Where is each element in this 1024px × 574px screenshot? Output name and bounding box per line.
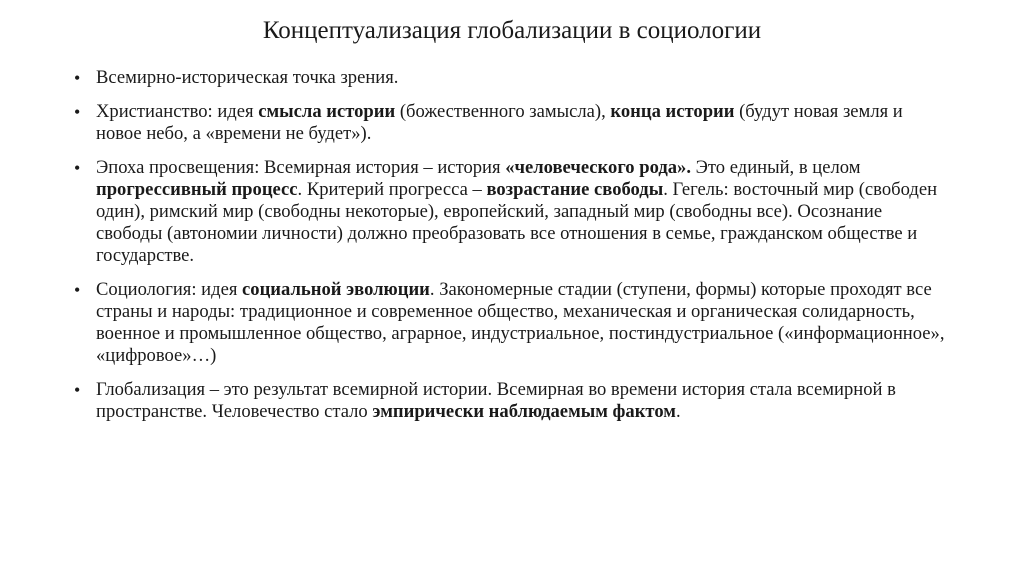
text-segment: Христианство: идея [96,101,259,122]
bold-segment: эмпирически наблюдаемым фактом [372,401,676,422]
text-segment: Всемирно-историческая точка зрения. [96,67,399,88]
bold-segment: социальной эволюции [242,279,430,300]
bullet-text [96,157,937,266]
text-segment: (божественного замысла), [395,101,611,122]
text-segment: . Закономерные стадии (ступени, формы) которые проходят все страны и народы: традиционное и современное общество, механическая и органическая солидарность, военное и промышленное общество, аграрное, индустриальное, постиндустриальное («информационное», «цифровое»…) [96,279,945,366]
text-segment: Глобализация – это результат всемирной истории. Всемирная во времени история стала всемирной в пространстве. Человечество стало [96,379,896,422]
bullet-text [96,101,903,144]
text-segment: Это единый, в целом [691,157,861,178]
bullet-dot: • [74,158,81,178]
bullet-dot: • [74,280,81,300]
bullet-dot: • [74,380,81,400]
text-segment: . [675,401,681,422]
bold-segment: «человеческого рода». [505,157,691,178]
bullet-item-sociology [72,279,952,367]
bullet-text [96,279,944,366]
bullet-list [72,67,952,435]
text-segment: (будут новая земля и новое небо, а «времени не будет»). [96,101,903,144]
text-segment: Эпоха просвещения: Всемирная история – история [96,157,506,178]
text-segment: . Критерий прогресса – [297,179,487,200]
bold-segment: возрастание свободы [486,179,664,200]
slide-title: Концептуализация глобализации в социологии [262,17,762,44]
bullet-item-enlightenment [72,157,952,267]
bullet-dot: • [74,68,81,88]
text-segment: . Гегель: восточный мир (свободен один), римский мир (свободны некоторые), европейский, западный мир (свободны все). Осознание свободы (автономии личности) должно преобразовать все отношения в семье, гражданском обществе и государстве. [96,179,938,266]
bold-segment: прогрессивный процесс [96,179,298,200]
bold-segment: смысла истории [258,101,396,122]
bullet-text [96,67,398,88]
bullet-dot: • [74,102,81,122]
bullet-item-worldhistory [72,67,952,89]
bold-segment: конца истории [610,101,735,122]
bullet-item-christianity [72,101,952,145]
bullet-item-globalization [72,379,952,423]
bullet-text [96,379,896,422]
text-segment: Социология: идея [96,279,243,300]
